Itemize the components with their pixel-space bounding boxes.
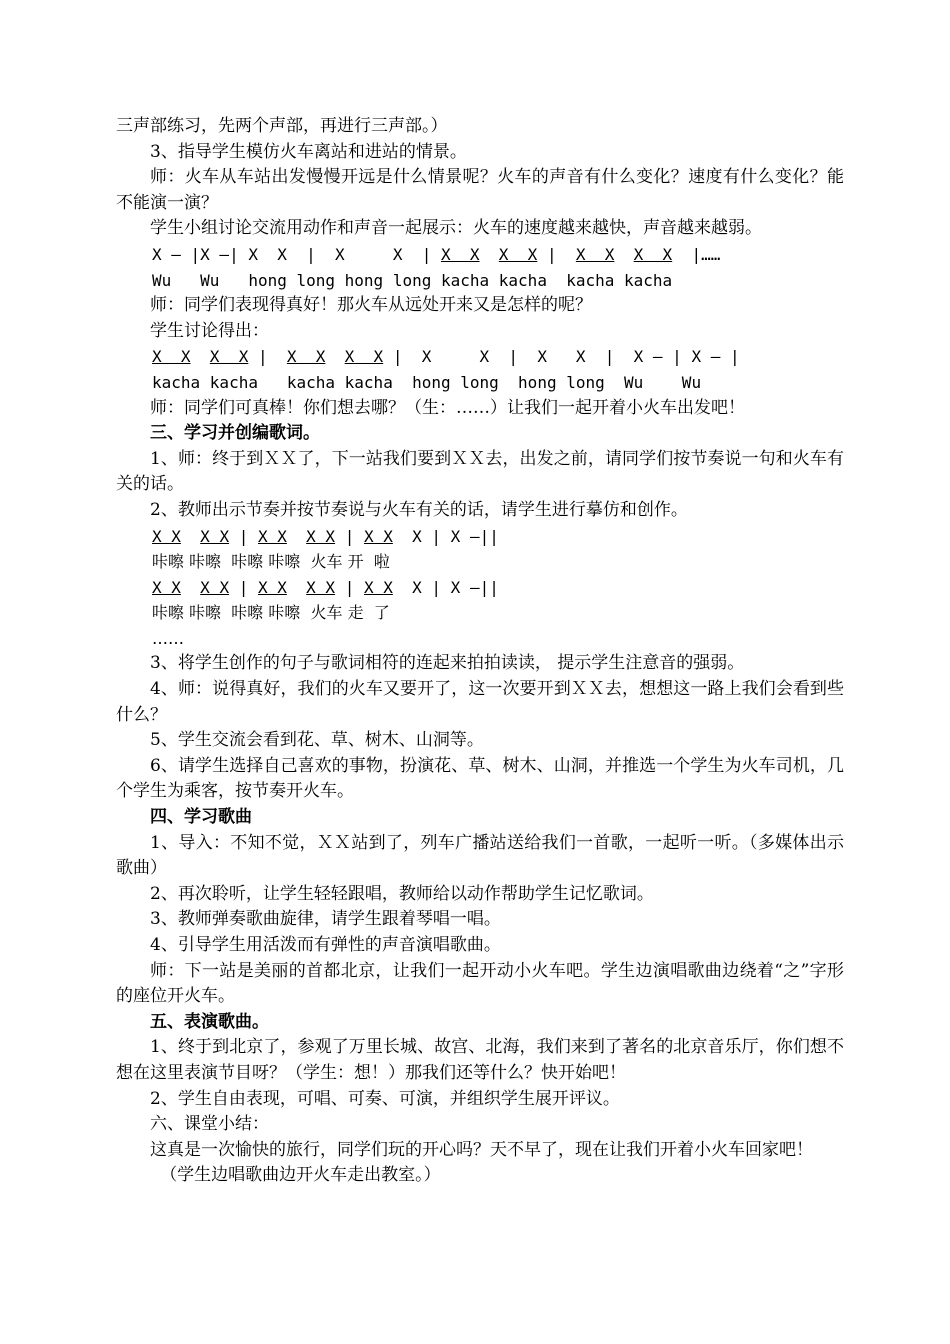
- paragraph: 3、教师弹奏歌曲旋律，请学生跟着琴唱一唱。: [150, 909, 501, 930]
- paragraph: 学生小组讨论交流用动作和声音一起展示：火车的速度越来越快，声音越来越弱。: [150, 218, 762, 239]
- ellipsis-line: ……: [152, 628, 184, 648]
- rhythm-segment: |: [335, 526, 364, 546]
- paragraph: 1、导入：不知不觉，ＸＸ站到了，列车广播站送给我们一首歌，一起听一听。（多媒体出示歌曲）: [116, 832, 844, 879]
- rhythm-segment: X X: [363, 526, 393, 546]
- rhythm-segment: [614, 245, 633, 264]
- paragraph: 师：同学们可真棒！你们想去哪？（生：……）让我们一起开着小火车出发吧！: [150, 397, 745, 418]
- paragraph: 师：下一站是美丽的首都北京，让我们一起开动小火车吧。学生边演唱歌曲边绕着“之”字形的座位开火车。: [116, 960, 844, 1007]
- rhythm-segment: X X: [152, 347, 191, 367]
- section-heading: 四、学习歌曲: [150, 807, 252, 828]
- paragraph: 3、指导学生模仿火车离站和进站的情景。: [150, 141, 467, 162]
- rhythm-line: [116, 575, 844, 601]
- rhythm-segment: X X: [306, 526, 336, 546]
- rhythm-line: [116, 524, 844, 550]
- paragraph: （学生边唱歌曲边开火车走出教室。）: [160, 1165, 441, 1186]
- rhythm-segment: [287, 578, 306, 597]
- section-heading: 五、表演歌曲。: [150, 1011, 269, 1032]
- paragraph: 2、教师出示节奏并按节奏说与火车有关的话，请学生进行摹仿和创作。: [150, 499, 688, 520]
- rhythm-segment: X X: [257, 577, 287, 597]
- rhythm-segment: X X: [363, 577, 393, 597]
- rhythm-segment: X X: [209, 347, 249, 367]
- rhythm-segment: X X: [200, 526, 230, 546]
- rhythm-segment: |: [335, 577, 364, 597]
- paragraph: 4、师：说得真好，我们的火车又要开了，这一次要开到ＸＸ去，想想这一路上我们会看到些什么？: [116, 679, 844, 725]
- paragraph: 三声部练习，先两个声部，再进行三声部。）: [116, 116, 448, 136]
- rhythm-segment: X X: [306, 577, 336, 597]
- rhythm-segment: X X: [152, 577, 181, 597]
- rhythm-segment: X | X —||: [392, 577, 499, 597]
- rhythm-segment: [325, 347, 344, 366]
- paragraph: 1、师：终于到ＸＸ了，下一站我们要到ＸＸ去，出发之前，请同学们按节奏说一句和火车有关的话。: [116, 448, 844, 495]
- paragraph: 1、终于到北京了，参观了万里长城、故宫、北海，我们来到了著名的北京音乐厅，你们想不想在这里表演节目呀？（学生：想！）那我们还等什么？快开始吧！: [116, 1037, 844, 1083]
- rhythm-segment: |: [248, 347, 287, 367]
- document-page: [116, 114, 844, 1189]
- paragraph: 4、引导学生用活泼而有弹性的声音演唱歌曲。: [150, 935, 501, 955]
- rhythm-segment: X X: [286, 347, 326, 367]
- lyric-line: 咔嚓 咔嚓 咔嚓 咔嚓 火车 走 了: [152, 603, 390, 623]
- rhythm-segment: X X: [257, 526, 287, 546]
- rhythm-segment: |: [229, 577, 258, 597]
- rhythm-segment: X X: [152, 526, 181, 546]
- rhythm-line: [116, 344, 844, 370]
- rhythm-segment: [480, 245, 499, 264]
- paragraph: 学生讨论得出：: [150, 320, 269, 341]
- rhythm-segment: |: [537, 244, 576, 264]
- paragraph: 3、将学生创作的句子与歌词相符的连起来拍拍读读， 提示学生注意音的强弱。: [150, 653, 745, 674]
- paragraph: 2、再次聆听，让学生轻轻跟唱，教师给以动作帮助学生记忆歌词。: [150, 883, 654, 904]
- rhythm-segment: [191, 347, 210, 366]
- section-heading: 三、学习并创编歌词。: [150, 423, 320, 444]
- section-heading: 六、课堂小结：: [150, 1114, 269, 1135]
- lyric-line: kacha kacha kacha kacha hong long hong long Wu Wu: [152, 372, 702, 392]
- paragraph: 2、学生自由表现，可唱、可奏、可演，并组织学生展开评议。: [150, 1088, 620, 1109]
- rhythm-segment: X | X —||: [392, 526, 499, 546]
- rhythm-segment: X X: [200, 577, 230, 597]
- rhythm-segment: [181, 578, 200, 597]
- rhythm-segment: X X: [633, 244, 673, 264]
- paragraph: 师：火车从车站出发慢慢开远是什么情景呢？火车的声音有什么变化？速度有什么变化？能不能演一演？: [116, 167, 844, 213]
- rhythm-segment: |……: [672, 244, 721, 264]
- rhythm-segment: X X: [498, 244, 538, 264]
- rhythm-line: [116, 242, 844, 268]
- paragraph: 这真是一次愉快的旅行，同学们玩的开心吗？天不早了，现在让我们开着小火车回家吧！: [150, 1139, 813, 1160]
- paragraph: 师：同学们表现得真好！那火车从远处开来又是怎样的呢？: [150, 295, 592, 316]
- rhythm-segment: X X: [344, 347, 384, 367]
- paragraph: 5、学生交流会看到花、草、树木、山洞等。: [150, 730, 484, 751]
- lyric-line: Wu Wu hong long hong long kacha kacha kacha kacha: [152, 270, 673, 290]
- rhythm-segment: |: [229, 526, 258, 546]
- lyric-line: 咔嚓 咔嚓 咔嚓 咔嚓 火车 开 啦: [152, 552, 390, 572]
- paragraph: 6、请学生选择自己喜欢的事物，扮演花、草、树木、山洞，并推选一个学生为火车司机，几个学生为乘客，按节奏开火车。: [116, 755, 844, 802]
- rhythm-segment: [287, 527, 306, 546]
- rhythm-segment: [181, 527, 200, 546]
- rhythm-segment: X — |X —| X X | X X |: [152, 244, 441, 264]
- rhythm-segment: X X: [575, 244, 615, 264]
- rhythm-segment: X X: [440, 244, 480, 264]
- rhythm-segment: | X X | X X | X — | X — |: [383, 347, 740, 367]
